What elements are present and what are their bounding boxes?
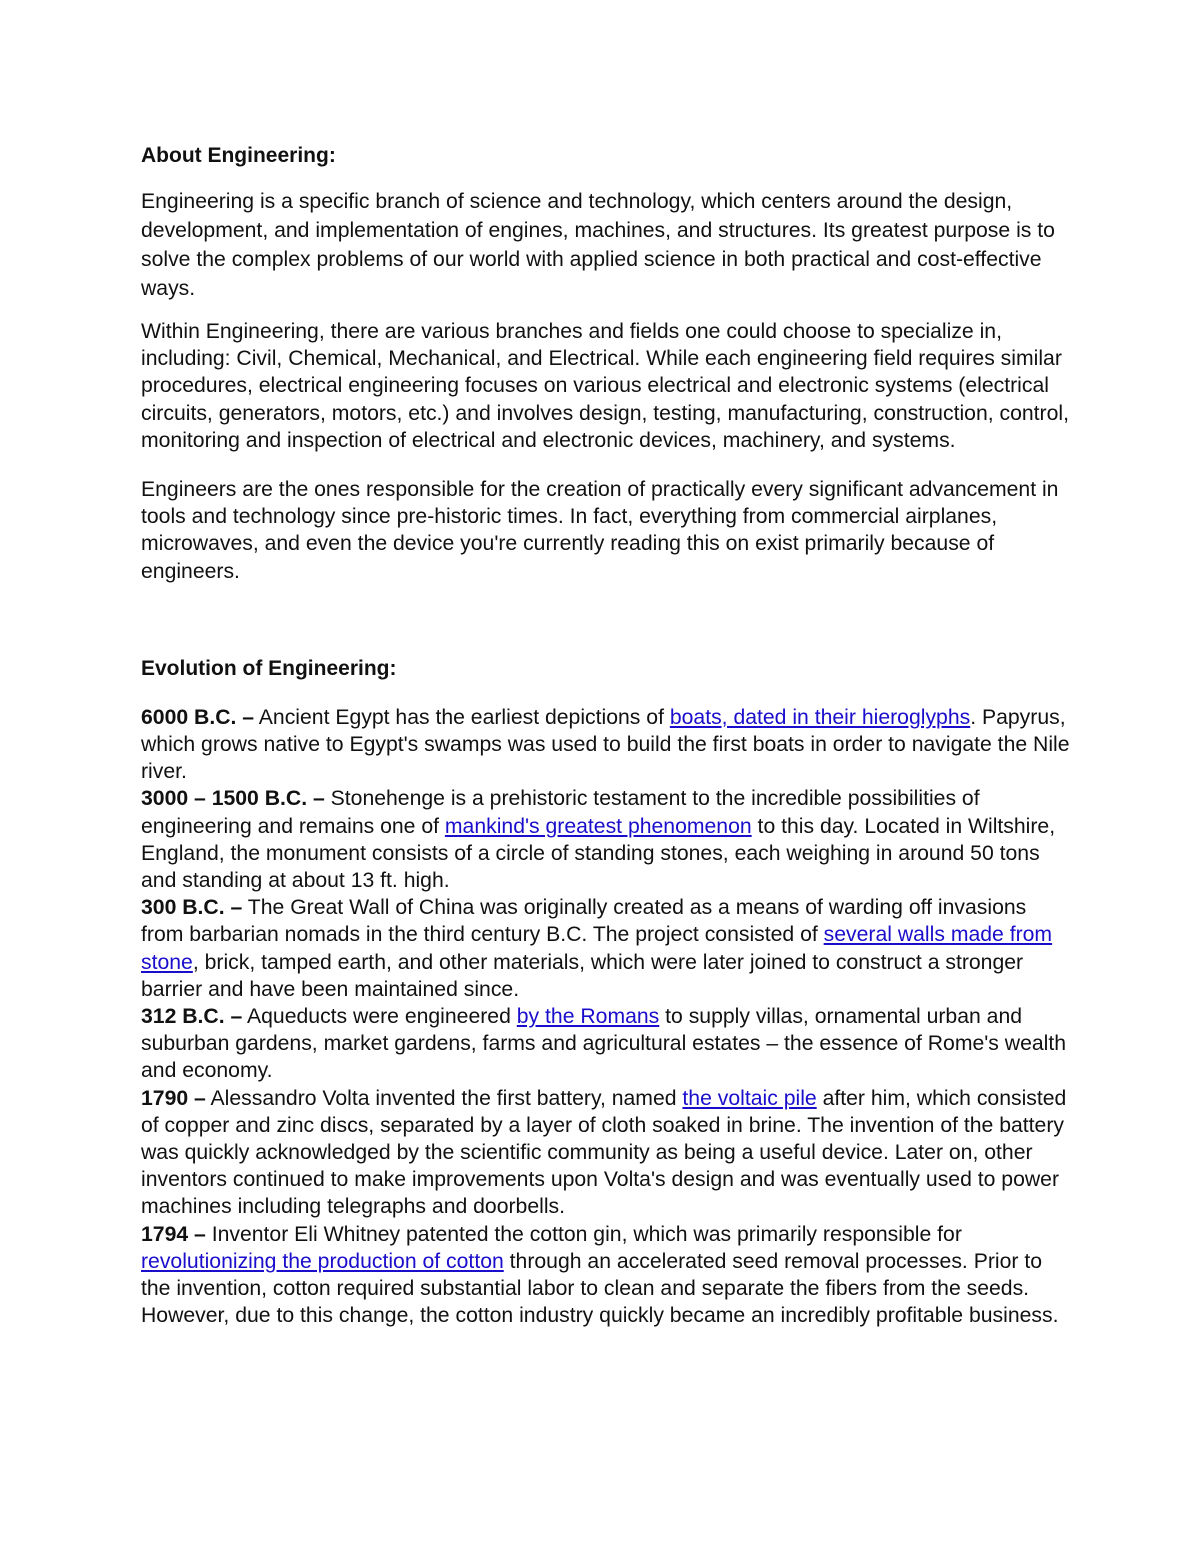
entry-year: 1790 – xyxy=(141,1086,206,1110)
evolution-heading: Evolution of Engineering: xyxy=(141,656,397,680)
document-page xyxy=(141,142,1071,1330)
voltaic-pile-link[interactable]: the voltaic pile xyxy=(682,1086,817,1110)
entry-year: 312 B.C. – xyxy=(141,1005,243,1029)
walls-stone-link[interactable]: several walls made from stone xyxy=(141,923,1053,974)
entry-text: Aqueducts were engineered xyxy=(242,1005,517,1029)
boats-hieroglyphs-link[interactable]: boats, dated in their hieroglyphs xyxy=(669,705,971,729)
entry-text: after him, which consisted of copper and zinc discs, separated by a layer of cloth soaked in brine. The invention of the battery was quickly acknowledged by the scientific community as being a useful device. Later on, other inventors continued to make improvements upon Volta's design and was eventually used to power machines including telegraphs and doorbells. xyxy=(141,1086,1067,1219)
entry-text: , brick, tamped earth, and other materials, which were later joined to construct a stronger barrier and have been maintained since. xyxy=(141,950,1024,1001)
entry-text: to this day. Located in Wiltshire, England, the monument consists of a circle of standing stones, each weighing in around 50 tons and standing at about 13 ft. high. xyxy=(141,814,1056,893)
entry-text: Alessandro Volta invented the first battery, named xyxy=(205,1086,683,1110)
evolution-timeline xyxy=(141,704,1071,1330)
entry-year: 3000 – 1500 B.C. – xyxy=(141,787,325,811)
timeline-entry-1790 xyxy=(141,1085,1071,1221)
about-paragraph-definition: Engineering is a specific branch of science and technology, which centers around the design, development, and implementation of engines, machines, and structures. Its greatest purpose is to solve the complex problems of our world with applied science in both practical and cost-effective ways. xyxy=(141,190,1055,300)
about-paragraph-branches: Within Engineering, there are various branches and fields one could choose to specialize in, including: Civil, Chemical, Mechanical, and Electrical. While each engineering field requires similar procedures, electrical engineering focuses on various electrical and electronic systems (electrical circuits, generators, motors, etc.) and involves design, testing, manufacturing, construction, control, monitoring and inspection of electrical and electronic devices, machinery, and systems. xyxy=(141,320,1069,452)
about-paragraph-engineers: Engineers are the ones responsible for the creation of practically every significant advancement in tools and technology since pre-historic times. In fact, everything from commercial airplanes, microwaves, and even the device you're currently reading this on exist primarily because of engineers. xyxy=(141,478,1059,583)
timeline-entry-6000bc xyxy=(141,704,1071,786)
entry-year: 1794 – xyxy=(141,1222,206,1246)
mankinds-phenomenon-link[interactable]: mankind's greatest phenomenon xyxy=(444,814,752,838)
entry-text: Ancient Egypt has the earliest depictions of xyxy=(254,705,670,729)
timeline-entry-1794 xyxy=(141,1221,1071,1330)
timeline-entry-300bc xyxy=(141,894,1071,1003)
entry-text: . Papyrus, which grows native to Egypt's swamps was used to build the first boats in order to navigate the Nile river. xyxy=(141,705,1070,784)
entry-text: Inventor Eli Whitney patented the cotton gin, which was primarily responsible for xyxy=(205,1222,962,1246)
entry-year: 6000 B.C. – xyxy=(141,705,255,729)
entry-year: 300 B.C. – xyxy=(141,896,243,920)
cotton-production-link[interactable]: revolutionizing the production of cotton xyxy=(141,1249,504,1273)
entry-text: Stonehenge is a prehistoric testament to the incredible possibilities of engineering and remains one of xyxy=(141,787,980,838)
about-heading: About Engineering: xyxy=(141,144,336,167)
romans-link[interactable]: by the Romans xyxy=(516,1005,660,1029)
entry-text: The Great Wall of China was originally created as a means of warding off invasions from barbarian nomads in the third century B.C. The project consisted of xyxy=(141,896,1027,947)
entry-text: through an accelerated seed removal processes. Prior to the invention, cotton required substantial labor to clean and separate the fibers from the seeds. However, due to this change, the cotton industry quickly became an incredibly profitable business. xyxy=(141,1249,1059,1328)
timeline-entry-3000bc xyxy=(141,785,1071,894)
timeline-entry-312bc xyxy=(141,1003,1071,1085)
entry-text: to supply villas, ornamental urban and suburban gardens, market gardens, farms and agricultural estates – the essence of Rome's wealth and economy. xyxy=(141,1005,1067,1083)
